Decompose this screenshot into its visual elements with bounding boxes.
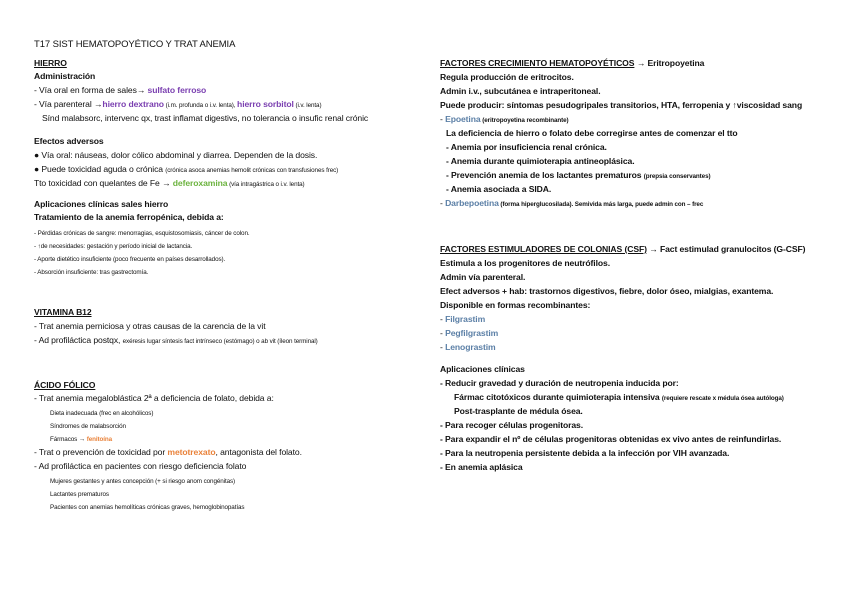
efectos-adversos-label: Efectos adversos bbox=[34, 136, 104, 146]
folico-line-7: Mujeres gestantes y antes concepción (+ si riesgo anom congénitas) bbox=[50, 478, 236, 485]
hierro-heading: HIERRO bbox=[34, 58, 67, 68]
folico-line-1: - Trat anemia megaloblástica 2ª a deficiencia de folato, debida a: bbox=[34, 393, 274, 403]
fec-aplic-3: Post-trasplante de médula ósea. bbox=[454, 406, 583, 416]
fch-heading-line: FACTORES CRECIMIENTO HEMATOPOYÉTICOS → Eritropoyetina bbox=[440, 58, 705, 68]
sulfato-ferroso: sulfato ferroso bbox=[147, 85, 207, 95]
fch-epoetina: - Epoetina (eritropoyetina recombinante) bbox=[440, 114, 569, 124]
tto-toxicidad: Tto toxicidad con quelantes de Fe → deferoxamina (vía intragástrica o i.v. lenta) bbox=[34, 178, 305, 188]
administracion-label: Administración bbox=[34, 71, 96, 81]
fec-aplic-2: Fármac citotóxicos durante quimioterapia intensiva (requiere rescate x médula ósea autóloga) bbox=[454, 392, 784, 402]
fch-line-7: - Anemia durante quimioterapia antineoplásica. bbox=[446, 156, 635, 166]
fec-heading-line: FACTORES ESTIMULADORES DE COLONIAS (CSF) → Fact estimulad granulocitos (G-CSF) bbox=[440, 244, 806, 254]
fch-line-2: Admin i.v., subcutánea e intraperitoneal. bbox=[440, 86, 601, 96]
fec-aplic-5: - Para expandir el nº de células progenitoras obtenidas ex vivo antes de reinfundirlas. bbox=[440, 434, 782, 444]
folico-line-5: - Trat o prevención de toxicidad por metotrexato, antagonista del folato. bbox=[34, 447, 302, 457]
tto-anemia-label: Tratamiento de la anemia ferropénica, debida a: bbox=[34, 212, 224, 222]
fch-line-6: - Anemia por insuficiencia renal crónica. bbox=[446, 142, 607, 152]
vitamina-b12-heading: VITAMINA B12 bbox=[34, 307, 92, 317]
acido-folico-heading: ÁCIDO FÓLICO bbox=[34, 380, 96, 390]
folico-line-9: Pacientes con anemias hemolíticas crónicas graves, hemoglobinopatías bbox=[50, 504, 245, 511]
sind-line: Sínd malabsorc, intervenc qx, trast inflamat digestivs, no tolerancia o insufic renal crónic bbox=[42, 113, 369, 123]
b12-line-2: - Ad profiláctica postqx, exéresis lugar síntesis fact intrínseco (estómago) o ab vit (íleon terminal) bbox=[34, 335, 318, 345]
fec-aplic-label: Aplicaciones clínicas bbox=[440, 364, 525, 374]
fch-line-1: Regula producción de eritrocitos. bbox=[440, 72, 574, 82]
fec-drug-lenograstim: - Lenograstim bbox=[440, 342, 496, 352]
folico-line-3: Síndromes de malabsorción bbox=[50, 423, 126, 430]
efecto-toxicidad: ● Puede toxicidad aguda o crónica (crónica asoca anemias hemolit crónicas con transfusiones frec) bbox=[34, 164, 339, 174]
fec-line-4: Disponible en formas recombinantes: bbox=[440, 300, 591, 310]
causa-item: - Pérdidas crónicas de sangre: menorragias, esquistosomiasis, cáncer de colon. bbox=[34, 230, 250, 237]
fec-aplic-6: - Para la neutropenia persistente debida a la infección por VIH avanzada. bbox=[440, 448, 730, 458]
fec-line-2: Admin vía parenteral. bbox=[440, 272, 526, 282]
folico-line-4: Fármacos → fenitoína bbox=[50, 436, 113, 443]
aplicaciones-hierro-label: Aplicaciones clínicas sales hierro bbox=[34, 199, 169, 209]
causa-item: - ↑de necesidades: gestación y período inicial de lactancia. bbox=[34, 243, 193, 250]
folico-line-6: - Ad profiláctica en pacientes con riesgo deficiencia folato bbox=[34, 461, 247, 471]
causa-item: - Absorción insuficiente: tras gastrectomía. bbox=[34, 269, 149, 276]
folico-line-2: Dieta inadecuada (frec en alcohólicos) bbox=[50, 410, 154, 417]
efecto-oral: ● Vía oral: náuseas, dolor cólico abdominal y diarrea. Dependen de la dosis. bbox=[34, 150, 318, 160]
fch-line-3: Puede producir: síntomas pesudogripales transitorios, HTA, ferropenia y ↑viscosidad sang bbox=[440, 100, 803, 110]
fec-drug-filgrastim: - Filgrastim bbox=[440, 314, 486, 324]
b12-line-1: - Trat anemia perniciosa y otras causas de la carencia de la vit bbox=[34, 321, 266, 331]
fch-darbepoetina: - Darbepoetina (forma hiperglucosilada). Semivida más larga, puede admin con – frec bbox=[440, 198, 704, 208]
fec-aplic-7: - En anemia aplásica bbox=[440, 462, 523, 472]
fec-line-3: Efect adversos + hab: trastornos digestivos, fiebre, dolor óseo, mialgias, exantema. bbox=[440, 286, 774, 296]
fec-drug-pegfilgrastim: - Pegfilgrastim bbox=[440, 328, 499, 338]
fch-line-5: La deficiencia de hierro o folato debe corregirse antes de comenzar el tto bbox=[446, 128, 738, 138]
fec-aplic-1: - Reducir gravedad y duración de neutropenia inducida por: bbox=[440, 378, 679, 388]
folico-line-8: Lactantes prematuros bbox=[50, 491, 109, 498]
page-title: T17 SIST HEMATOPOYÉTICO Y TRAT ANEMIA bbox=[34, 39, 236, 50]
fch-line-8: - Prevención anemia de los lactantes prematuros (prepsia conservantes) bbox=[446, 170, 711, 180]
via-parenteral-line: - Vía parenteral →hierro dextrano (i.m. profunda o i.v. lenta), hierro sorbitol (i.v. lenta) bbox=[34, 99, 322, 109]
via-oral-line: - Vía oral en forma de sales→ sulfato ferroso bbox=[34, 85, 207, 95]
causa-item: - Aporte dietético insuficiente (poco frecuente en países desarrollados). bbox=[34, 256, 226, 263]
fec-aplic-4: - Para recoger células progenitoras. bbox=[440, 420, 584, 430]
fec-line-1: Estimula a los progenitores de neutrófilos. bbox=[440, 258, 610, 268]
fch-line-9: - Anemia asociada a SIDA. bbox=[446, 184, 552, 194]
